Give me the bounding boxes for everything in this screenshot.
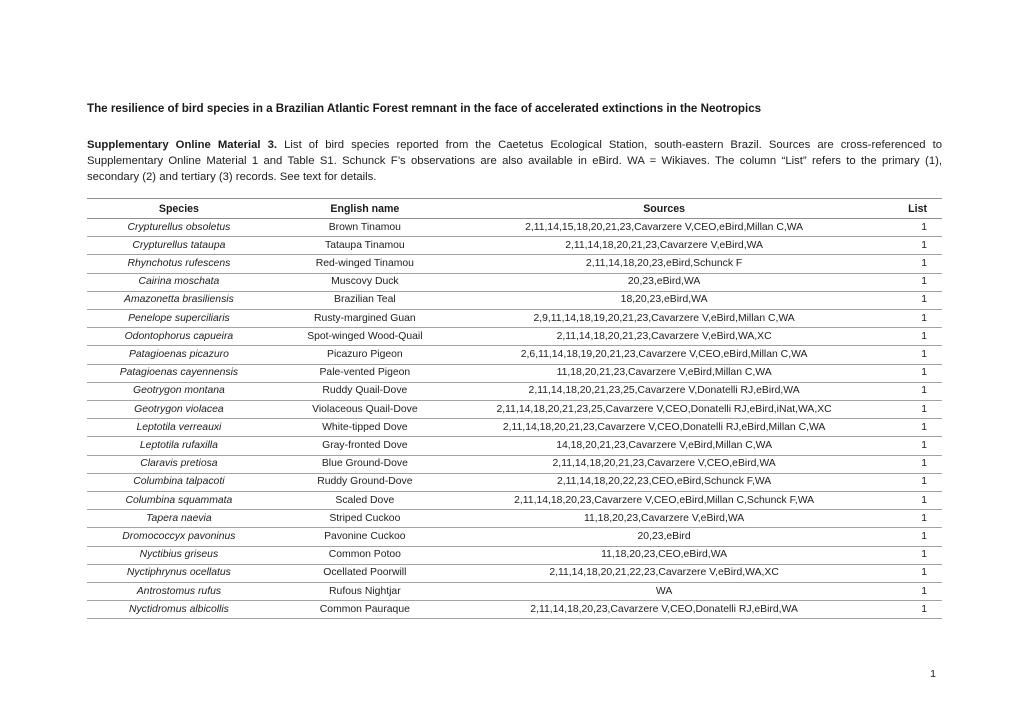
sources-cell: 2,11,14,18,20,23,eBird,Schunck F bbox=[459, 255, 869, 273]
english-name-cell: Picazuro Pigeon bbox=[271, 346, 459, 364]
table-row bbox=[87, 473, 942, 491]
table-row bbox=[87, 401, 942, 419]
species-cell: Crypturellus tataupa bbox=[87, 237, 271, 255]
sources-cell: 2,11,14,18,20,21,22,23,Cavarzere V,eBird,WA,XC bbox=[459, 564, 869, 582]
english-name-cell: Ruddy Quail-Dove bbox=[271, 382, 459, 400]
english-name-cell: Scaled Dove bbox=[271, 492, 459, 510]
table-row bbox=[87, 601, 942, 619]
table-row bbox=[87, 382, 942, 400]
header-row bbox=[87, 199, 942, 219]
table-row bbox=[87, 255, 942, 273]
species-table bbox=[87, 198, 942, 619]
sources-cell: 20,23,eBird,WA bbox=[459, 273, 869, 291]
table-row bbox=[87, 437, 942, 455]
species-cell: Penelope superciliaris bbox=[87, 310, 271, 328]
sources-cell: 2,9,11,14,18,19,20,21,23,Cavarzere V,eBird,Millan C,WA bbox=[459, 310, 869, 328]
list-cell: 1 bbox=[869, 564, 942, 582]
list-cell: 1 bbox=[869, 273, 942, 291]
english-name-cell: Tataupa Tinamou bbox=[271, 237, 459, 255]
paper-title: The resilience of bird species in a Brazilian Atlantic Forest remnant in the face of accelerated extinctions in the Neotropics bbox=[87, 102, 762, 115]
english-name-cell: Rufous Nightjar bbox=[271, 583, 459, 601]
species-cell: Columbina squammata bbox=[87, 492, 271, 510]
list-cell: 1 bbox=[869, 528, 942, 546]
table-row bbox=[87, 237, 942, 255]
english-name-cell: Gray-fronted Dove bbox=[271, 437, 459, 455]
sources-cell: 2,11,14,18,20,21,23,Cavarzere V,eBird,WA bbox=[459, 237, 869, 255]
table-row bbox=[87, 564, 942, 582]
sources-cell: 2,11,14,15,18,20,21,23,Cavarzere V,CEO,eBird,Millan C,WA bbox=[459, 219, 869, 237]
caption-paragraph bbox=[87, 137, 942, 185]
english-name-cell: Striped Cuckoo bbox=[271, 510, 459, 528]
species-cell: Leptotila rufaxilla bbox=[87, 437, 271, 455]
list-cell: 1 bbox=[869, 364, 942, 382]
english-name-cell: Common Potoo bbox=[271, 546, 459, 564]
header-english-name: English name bbox=[271, 199, 459, 219]
species-cell: Columbina talpacoti bbox=[87, 473, 271, 491]
table-row bbox=[87, 419, 942, 437]
list-cell: 1 bbox=[869, 601, 942, 619]
table-row bbox=[87, 583, 942, 601]
list-cell: 1 bbox=[869, 255, 942, 273]
table-row bbox=[87, 546, 942, 564]
english-name-cell: Violaceous Quail-Dove bbox=[271, 401, 459, 419]
list-cell: 1 bbox=[869, 291, 942, 309]
caption-lead: Supplementary Online Material 3. bbox=[87, 139, 278, 151]
sources-cell: 2,11,14,18,20,21,23,Cavarzere V,CEO,Donatelli RJ,eBird,Millan C,WA bbox=[459, 419, 869, 437]
table-row bbox=[87, 346, 942, 364]
species-cell: Tapera naevia bbox=[87, 510, 271, 528]
page-number: 1 bbox=[930, 668, 936, 680]
list-cell: 1 bbox=[869, 419, 942, 437]
english-name-cell: Ruddy Ground-Dove bbox=[271, 473, 459, 491]
species-cell: Nyctiphrynus ocellatus bbox=[87, 564, 271, 582]
english-name-cell: Blue Ground-Dove bbox=[271, 455, 459, 473]
species-table-body bbox=[87, 219, 942, 619]
header-list: List bbox=[869, 199, 942, 219]
sources-cell: 18,20,23,eBird,WA bbox=[459, 291, 869, 309]
table-row bbox=[87, 455, 942, 473]
sources-cell: 2,11,14,18,20,23,Cavarzere V,CEO,Donatelli RJ,eBird,WA bbox=[459, 601, 869, 619]
list-cell: 1 bbox=[869, 219, 942, 237]
list-cell: 1 bbox=[869, 546, 942, 564]
species-cell: Nyctidromus albicollis bbox=[87, 601, 271, 619]
sources-cell: 2,11,14,18,20,22,23,CEO,eBird,Schunck F,WA bbox=[459, 473, 869, 491]
list-cell: 1 bbox=[869, 437, 942, 455]
list-cell: 1 bbox=[869, 401, 942, 419]
sources-cell: 11,18,20,21,23,Cavarzere V,eBird,Millan C,WA bbox=[459, 364, 869, 382]
species-cell: Crypturellus obsoletus bbox=[87, 219, 271, 237]
sources-cell: 14,18,20,21,23,Cavarzere V,eBird,Millan C,WA bbox=[459, 437, 869, 455]
species-table-header bbox=[87, 199, 942, 219]
sources-cell: 11,18,20,23,CEO,eBird,WA bbox=[459, 546, 869, 564]
english-name-cell: Red-winged Tinamou bbox=[271, 255, 459, 273]
english-name-cell: Brazilian Teal bbox=[271, 291, 459, 309]
english-name-cell: Rusty-margined Guan bbox=[271, 310, 459, 328]
species-cell: Amazonetta brasiliensis bbox=[87, 291, 271, 309]
sources-cell: 2,11,14,18,20,21,23,25,Cavarzere V,CEO,Donatelli RJ,eBird,iNat,WA,XC bbox=[459, 401, 869, 419]
table-row bbox=[87, 310, 942, 328]
table-row bbox=[87, 219, 942, 237]
species-cell: Patagioenas picazuro bbox=[87, 346, 271, 364]
english-name-cell: Pavonine Cuckoo bbox=[271, 528, 459, 546]
table-row bbox=[87, 328, 942, 346]
species-cell: Rhynchotus rufescens bbox=[87, 255, 271, 273]
sources-cell: 2,11,14,18,20,21,23,Cavarzere V,eBird,WA,XC bbox=[459, 328, 869, 346]
species-cell: Geotrygon montana bbox=[87, 382, 271, 400]
table-row bbox=[87, 492, 942, 510]
species-cell: Claravis pretiosa bbox=[87, 455, 271, 473]
species-cell: Patagioenas cayennensis bbox=[87, 364, 271, 382]
list-cell: 1 bbox=[869, 328, 942, 346]
english-name-cell: Spot-winged Wood-Quail bbox=[271, 328, 459, 346]
table-row bbox=[87, 291, 942, 309]
english-name-cell: White-tipped Dove bbox=[271, 419, 459, 437]
list-cell: 1 bbox=[869, 583, 942, 601]
species-cell: Dromococcyx pavoninus bbox=[87, 528, 271, 546]
list-cell: 1 bbox=[869, 510, 942, 528]
sources-cell: 2,11,14,18,20,21,23,Cavarzere V,CEO,eBird,WA bbox=[459, 455, 869, 473]
table-row bbox=[87, 510, 942, 528]
list-cell: 1 bbox=[869, 346, 942, 364]
page-content bbox=[87, 102, 942, 619]
header-sources: Sources bbox=[459, 199, 869, 219]
species-cell: Odontophorus capueira bbox=[87, 328, 271, 346]
list-cell: 1 bbox=[869, 237, 942, 255]
sources-cell: 20,23,eBird bbox=[459, 528, 869, 546]
list-cell: 1 bbox=[869, 455, 942, 473]
list-cell: 1 bbox=[869, 382, 942, 400]
english-name-cell: Ocellated Poorwill bbox=[271, 564, 459, 582]
english-name-cell: Pale-vented Pigeon bbox=[271, 364, 459, 382]
list-cell: 1 bbox=[869, 310, 942, 328]
sources-cell: 11,18,20,23,Cavarzere V,eBird,WA bbox=[459, 510, 869, 528]
list-cell: 1 bbox=[869, 473, 942, 491]
table-row bbox=[87, 528, 942, 546]
english-name-cell: Common Pauraque bbox=[271, 601, 459, 619]
table-row bbox=[87, 273, 942, 291]
sources-cell: 2,11,14,18,20,21,23,25,Cavarzere V,Donatelli RJ,eBird,WA bbox=[459, 382, 869, 400]
species-cell: Nyctibius griseus bbox=[87, 546, 271, 564]
header-species: Species bbox=[87, 199, 271, 219]
species-cell: Cairina moschata bbox=[87, 273, 271, 291]
list-cell: 1 bbox=[869, 492, 942, 510]
species-cell: Antrostomus rufus bbox=[87, 583, 271, 601]
sources-cell: 2,6,11,14,18,19,20,21,23,Cavarzere V,CEO,eBird,Millan C,WA bbox=[459, 346, 869, 364]
caption-body: List of bird species reported from the Caetetus Ecological Station, south-eastern Brazil. Sources are cross-referenced to Supplementary Online Material 1 and Table S1. Schunck F’s observations are also available in eBird. WA = Wikiaves. The column “List” refers to the primary (1), secondary (2) and tertiary (3) records. See text for details. bbox=[87, 139, 942, 183]
species-cell: Leptotila verreauxi bbox=[87, 419, 271, 437]
english-name-cell: Muscovy Duck bbox=[271, 273, 459, 291]
english-name-cell: Brown Tinamou bbox=[271, 219, 459, 237]
species-cell: Geotrygon violacea bbox=[87, 401, 271, 419]
sources-cell: 2,11,14,18,20,23,Cavarzere V,CEO,eBird,Millan C,Schunck F,WA bbox=[459, 492, 869, 510]
sources-cell: WA bbox=[459, 583, 869, 601]
table-row bbox=[87, 364, 942, 382]
